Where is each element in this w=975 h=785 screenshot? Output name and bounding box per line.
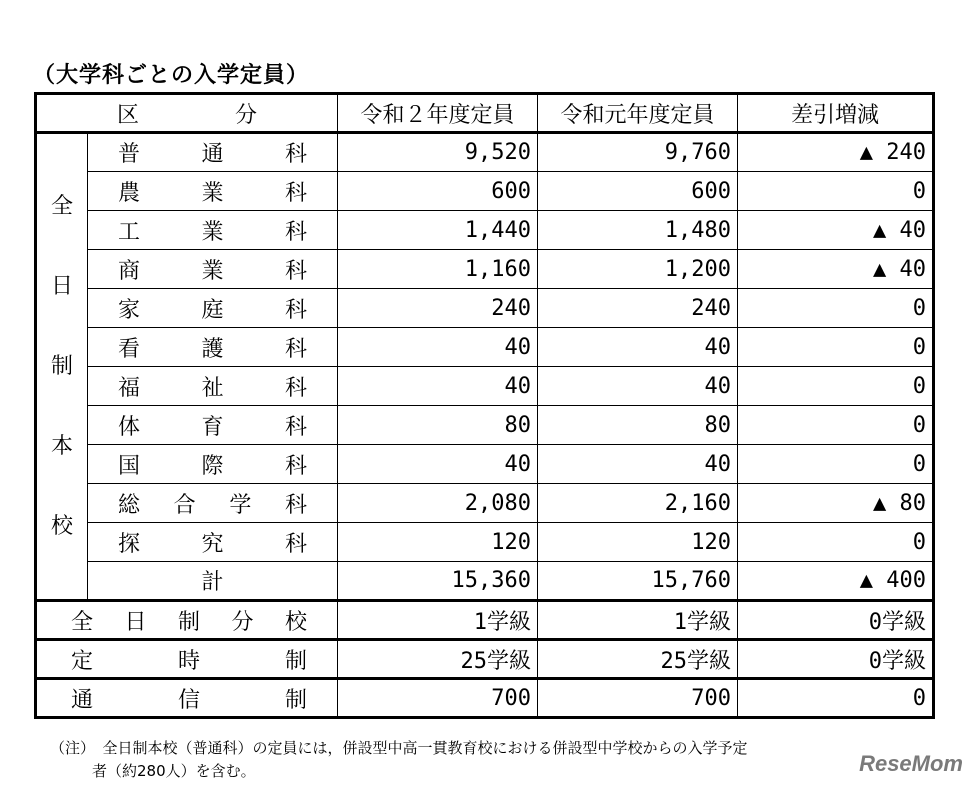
- row-r1: 40: [538, 328, 738, 367]
- row-r2: 1,160: [338, 250, 538, 289]
- row-r2: 40: [338, 367, 538, 406]
- table-row: [36, 367, 934, 406]
- row-diff: ▲ 40: [738, 211, 934, 250]
- table-row: [36, 289, 934, 328]
- row-r2: 120: [338, 523, 538, 562]
- table-row: [36, 328, 934, 367]
- row-r1: 9,760: [538, 133, 738, 172]
- summary-r1: 25学級: [538, 640, 738, 679]
- row-r1: 1,480: [538, 211, 738, 250]
- row-r1: 40: [538, 367, 738, 406]
- group-label-char: 日: [50, 273, 73, 299]
- group-label-char: 校: [50, 513, 73, 539]
- group-label-char: 本: [50, 433, 73, 459]
- row-name: 工業科: [88, 211, 338, 250]
- row-r2: 40: [338, 328, 538, 367]
- row-name: 商業科: [88, 250, 338, 289]
- row-diff: 0: [738, 406, 934, 445]
- summary-r2: 1学級: [338, 601, 538, 640]
- summary-name: 通信制: [36, 679, 338, 718]
- row-r1: 2,160: [538, 484, 738, 523]
- group-label-char: 全: [50, 193, 73, 219]
- row-r2: 40: [338, 445, 538, 484]
- row-name: 家庭科: [88, 289, 338, 328]
- row-diff: 0: [738, 445, 934, 484]
- row-diff: ▲ 40: [738, 250, 934, 289]
- enrollment-table: [34, 92, 935, 719]
- table-row: [36, 406, 934, 445]
- row-r2: 1,440: [338, 211, 538, 250]
- row-name: 看護科: [88, 328, 338, 367]
- table-title: （大学科ごとの入学定員）: [33, 63, 310, 88]
- row-diff: 0: [738, 328, 934, 367]
- row-r1: 1,200: [538, 250, 738, 289]
- summary-diff: 0: [738, 679, 934, 718]
- header-row: [36, 94, 934, 133]
- header-category: 区 分: [36, 94, 338, 133]
- row-name: 普通科: [88, 133, 338, 172]
- row-name: 体育科: [88, 406, 338, 445]
- summary-row: [36, 640, 934, 679]
- summary-row: [36, 679, 934, 718]
- summary-name: 定時制: [36, 640, 338, 679]
- row-r1: 600: [538, 172, 738, 211]
- table-row: [36, 172, 934, 211]
- summary-row: [36, 601, 934, 640]
- row-r2: 9,520: [338, 133, 538, 172]
- row-diff: 0: [738, 367, 934, 406]
- row-name: 総合学科: [88, 484, 338, 523]
- header-diff: 差引増減: [738, 94, 934, 133]
- row-name: 国際科: [88, 445, 338, 484]
- table-row: [36, 523, 934, 562]
- header-r1: 令和元年度定員: [538, 94, 738, 133]
- table-row: [36, 211, 934, 250]
- summary-r2: 700: [338, 679, 538, 718]
- summary-r1: 700: [538, 679, 738, 718]
- group-label-zennichisei-honkou: [36, 133, 88, 601]
- table-row: [36, 484, 934, 523]
- summary-diff: 0学級: [738, 640, 934, 679]
- summary-name: 全日制分校: [36, 601, 338, 640]
- total-r1: 15,760: [538, 562, 738, 601]
- row-r2: 600: [338, 172, 538, 211]
- resemom-logo: ReseMom: [859, 751, 963, 776]
- row-r1: 120: [538, 523, 738, 562]
- row-diff: ▲ 80: [738, 484, 934, 523]
- summary-r1: 1学級: [538, 601, 738, 640]
- table-row: [36, 250, 934, 289]
- row-name: 農業科: [88, 172, 338, 211]
- row-diff: ▲ 240: [738, 133, 934, 172]
- row-name: 探究科: [88, 523, 338, 562]
- total-diff: ▲ 400: [738, 562, 934, 601]
- total-label: 計: [88, 562, 338, 601]
- row-r2: 240: [338, 289, 538, 328]
- group-label-char: 制: [50, 353, 73, 379]
- table-row: [36, 445, 934, 484]
- summary-r2: 25学級: [338, 640, 538, 679]
- row-r1: 240: [538, 289, 738, 328]
- row-r2: 2,080: [338, 484, 538, 523]
- summary-diff: 0学級: [738, 601, 934, 640]
- row-r1: 40: [538, 445, 738, 484]
- table-row: [36, 133, 934, 172]
- footnote: （注） 全日制本校（普通科）の定員には，併設型中高一貫教育校における併設型中学校からの入学予定: [50, 739, 748, 757]
- total-r2: 15,360: [338, 562, 538, 601]
- total-row: [36, 562, 934, 601]
- row-diff: 0: [738, 172, 934, 211]
- row-diff: 0: [738, 523, 934, 562]
- header-r2: 令和２年度定員: [338, 94, 538, 133]
- footnote-continued: 者（約280人）を含む。: [92, 762, 256, 780]
- row-r1: 80: [538, 406, 738, 445]
- row-r2: 80: [338, 406, 538, 445]
- row-diff: 0: [738, 289, 934, 328]
- row-name: 福祉科: [88, 367, 338, 406]
